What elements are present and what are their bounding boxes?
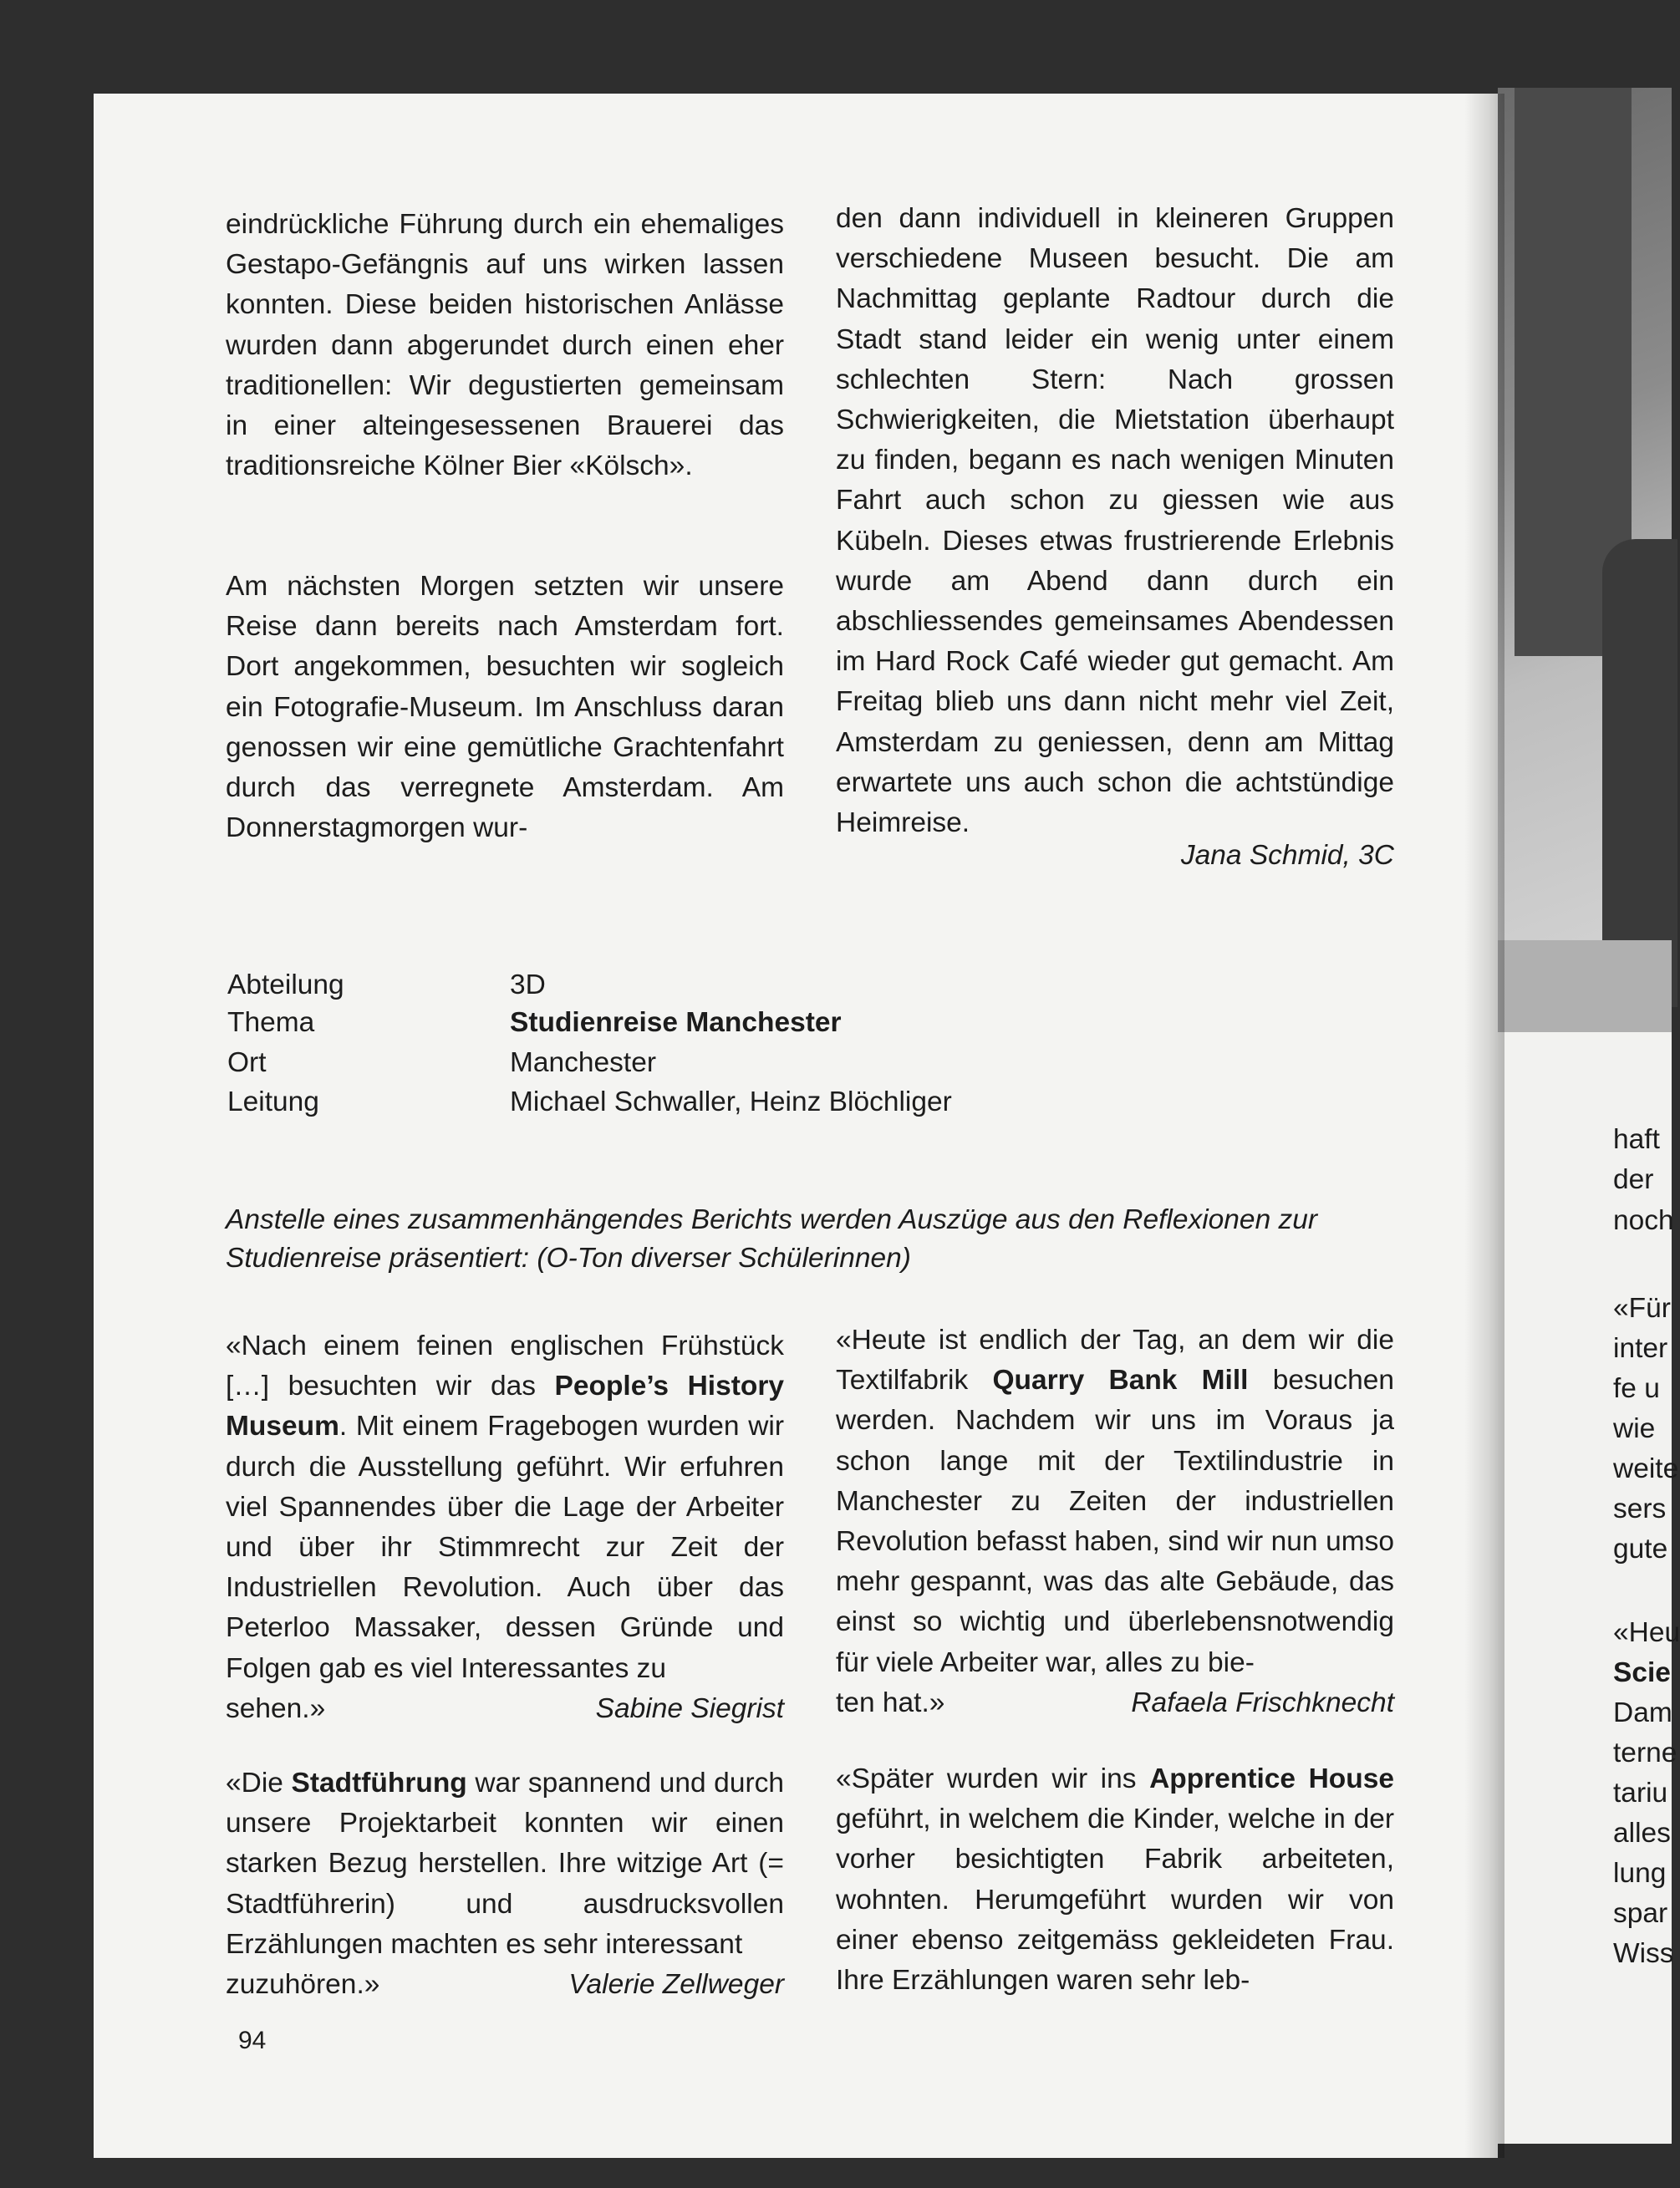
photo	[1498, 88, 1672, 1032]
quote-end: sehen.»	[226, 1692, 326, 1724]
right-fragment: Wiss	[1613, 1938, 1674, 1969]
info-label: Thema	[227, 1007, 315, 1038]
quote-text: «Heute ist endlich der Tag, an dem wir die Textilfabrik	[836, 1325, 1394, 1397]
quote-author: Valerie Zellweger	[568, 1969, 784, 2001]
right-fragment: Scie	[1613, 1657, 1671, 1688]
right-fragment: haft	[1613, 1124, 1660, 1155]
right-fragment: lung	[1613, 1858, 1667, 1889]
right-fragment: tariu	[1613, 1778, 1668, 1809]
quote-author: Sabine Siegrist	[595, 1692, 784, 1724]
right-fragment: «Für	[1613, 1293, 1671, 1324]
quote-3	[836, 1320, 1394, 1723]
photo-person	[1602, 539, 1677, 1007]
right-fragment: «Heu	[1613, 1617, 1680, 1648]
quote-highlight: Stadtführung	[291, 1768, 467, 1799]
info-ort	[227, 1047, 656, 1079]
quote-text: besuchen werden. Nachdem wir uns im Voraus ja schon lange mit der Textilindustrie in Manchester zu Zeiten der industriellen Revolution befasst haben, sind wir nun umso mehr gespannt, was das alte Gebäude, das einst so wichtig und überlebensnotwendig für viele Arbeiter war, alles zu bie-	[836, 1365, 1394, 1678]
quote-2	[226, 1763, 784, 2005]
right-fragment: der	[1613, 1164, 1654, 1195]
quote-footer	[226, 1965, 784, 2005]
info-thema	[227, 1007, 842, 1039]
quote-highlight: Quarry Bank Mill	[992, 1365, 1249, 1397]
quote-text: «Nach einem feinen englischen Frühstück […] besuchten wir das	[226, 1331, 784, 1402]
right-fragment: weite	[1613, 1453, 1679, 1484]
col1-paragraph-2: Am nächsten Morgen setzten wir unsere Reise dann bereits nach Amsterdam fort. Dort angekommen, besuchten wir sogleich ein Fotografie-Museum. Im Anschluss daran genossen wir eine gemütliche Grachtenfahrt durch das verregnete Amsterdam. Am Donnerstagmorgen wur-	[226, 571, 784, 844]
quote-footer	[226, 1689, 784, 1729]
info-label: Leitung	[227, 1086, 319, 1117]
quote-4	[836, 1759, 1394, 2001]
author-signature: Jana Schmid, 3C	[1180, 840, 1394, 871]
quote-highlight: Apprentice House	[1149, 1763, 1394, 1794]
quote-text: «Später wurden wir ins	[836, 1763, 1150, 1794]
quote-1	[226, 1326, 784, 1729]
right-fragment: gute	[1613, 1534, 1668, 1565]
photo-ground	[1498, 940, 1672, 1032]
info-label: Ort	[227, 1047, 267, 1078]
quote-highlight: People’s History Museum	[226, 1371, 784, 1443]
quote-footer	[836, 1683, 1394, 1723]
right-fragment: alles	[1613, 1818, 1671, 1849]
info-value: Michael Schwaller, Heinz Blöchliger	[510, 1086, 952, 1117]
col1-paragraph-1: eindrückliche Führung durch ein ehemaliges Gestapo-Gefängnis auf uns wirken lassen konnten. Diese beiden historischen Anlässe wurden dann abgerundet durch einen eher traditionellen: Wir degustierten gemeinsam in einer alteingesessenen Brauerei das traditionsreiche Kölner Bier «Kölsch».	[226, 209, 784, 482]
right-fragment: sers	[1613, 1493, 1667, 1524]
right-fragment: noch	[1613, 1205, 1674, 1236]
info-leitung	[227, 1086, 952, 1118]
info-value: 3D	[510, 969, 546, 1000]
info-label: Abteilung	[227, 969, 344, 1000]
info-abteilung	[227, 969, 546, 1001]
quote-text: . Mit einem Fragebogen wurden wir durch die Ausstellung geführt. Wir erfuhren viel Spannendes über die Lage der Arbeiter und über ihr Stimmrecht zur Zeit der Industriellen Revolution. Auch über das Peterloo Massaker, dessen Gründe und Folgen gab es viel Interessantes zu	[226, 1411, 784, 1684]
right-fragment: Dam	[1613, 1697, 1672, 1728]
quote-text: war spannend und durch unsere Projektarbeit konnten wir einen starken Bezug herstellen. Ihre witzige Art (= Stadtführerin) und ausdrucksvollen Erzählungen machten es sehr interessant	[226, 1768, 784, 1960]
quote-author: Rafaela Frischknecht	[1131, 1687, 1394, 1718]
right-fragment: inter	[1613, 1333, 1668, 1364]
quote-text: «Die	[226, 1768, 292, 1799]
book-gutter	[1464, 94, 1504, 2158]
right-fragment: terne	[1613, 1738, 1677, 1768]
right-fragment: spar	[1613, 1898, 1668, 1929]
page-number: 94	[238, 2027, 267, 2054]
quote-text: geführt, in welchem die Kinder, welche in der vorher besichtigten Fabrik arbeiteten, wohnten. Herumgeführt wurden wir von einer ebenso zeitgemäss gekleideten Frau. Ihre Erzählungen waren sehr leb-	[836, 1804, 1394, 1997]
quote-end: zuzuhören.»	[226, 1969, 380, 2001]
right-fragment: wie	[1613, 1413, 1656, 1444]
col2-paragraph-1: den dann individuell in kleineren Gruppen verschiedene Museen besucht. Die am Nachmittag geplante Radtour durch die Stadt stand leider ein wenig unter einem schlechten Stern: Nach grossen Schwierigkeiten, die Mietstation überhaupt zu finden, begann es nach wenigen Minuten Fahrt auch schon zu giessen wie aus Kübeln. Dieses etwas frustrierende Erlebnis wurde am Abend dann durch ein abschliessendes gemeinsames Abendessen im Hard Rock Café wieder gut gemacht. Am Freitag blieb uns dann nicht mehr viel Zeit, Amsterdam zu geniessen, denn am Mittag erwartete uns auch schon die achtstündige Heimreise.	[836, 203, 1394, 839]
info-value: Manchester	[510, 1047, 657, 1078]
intro-text: Anstelle eines zusammenhängendes Berichts werden Auszüge aus den Reflexionen zur Studienreise präsentiert: (O-Ton diverser Schülerinnen)	[226, 1204, 1318, 1274]
info-value: Studienreise Manchester	[510, 1007, 842, 1038]
right-fragment: fe u	[1613, 1373, 1660, 1404]
quote-end: ten hat.»	[836, 1687, 945, 1718]
